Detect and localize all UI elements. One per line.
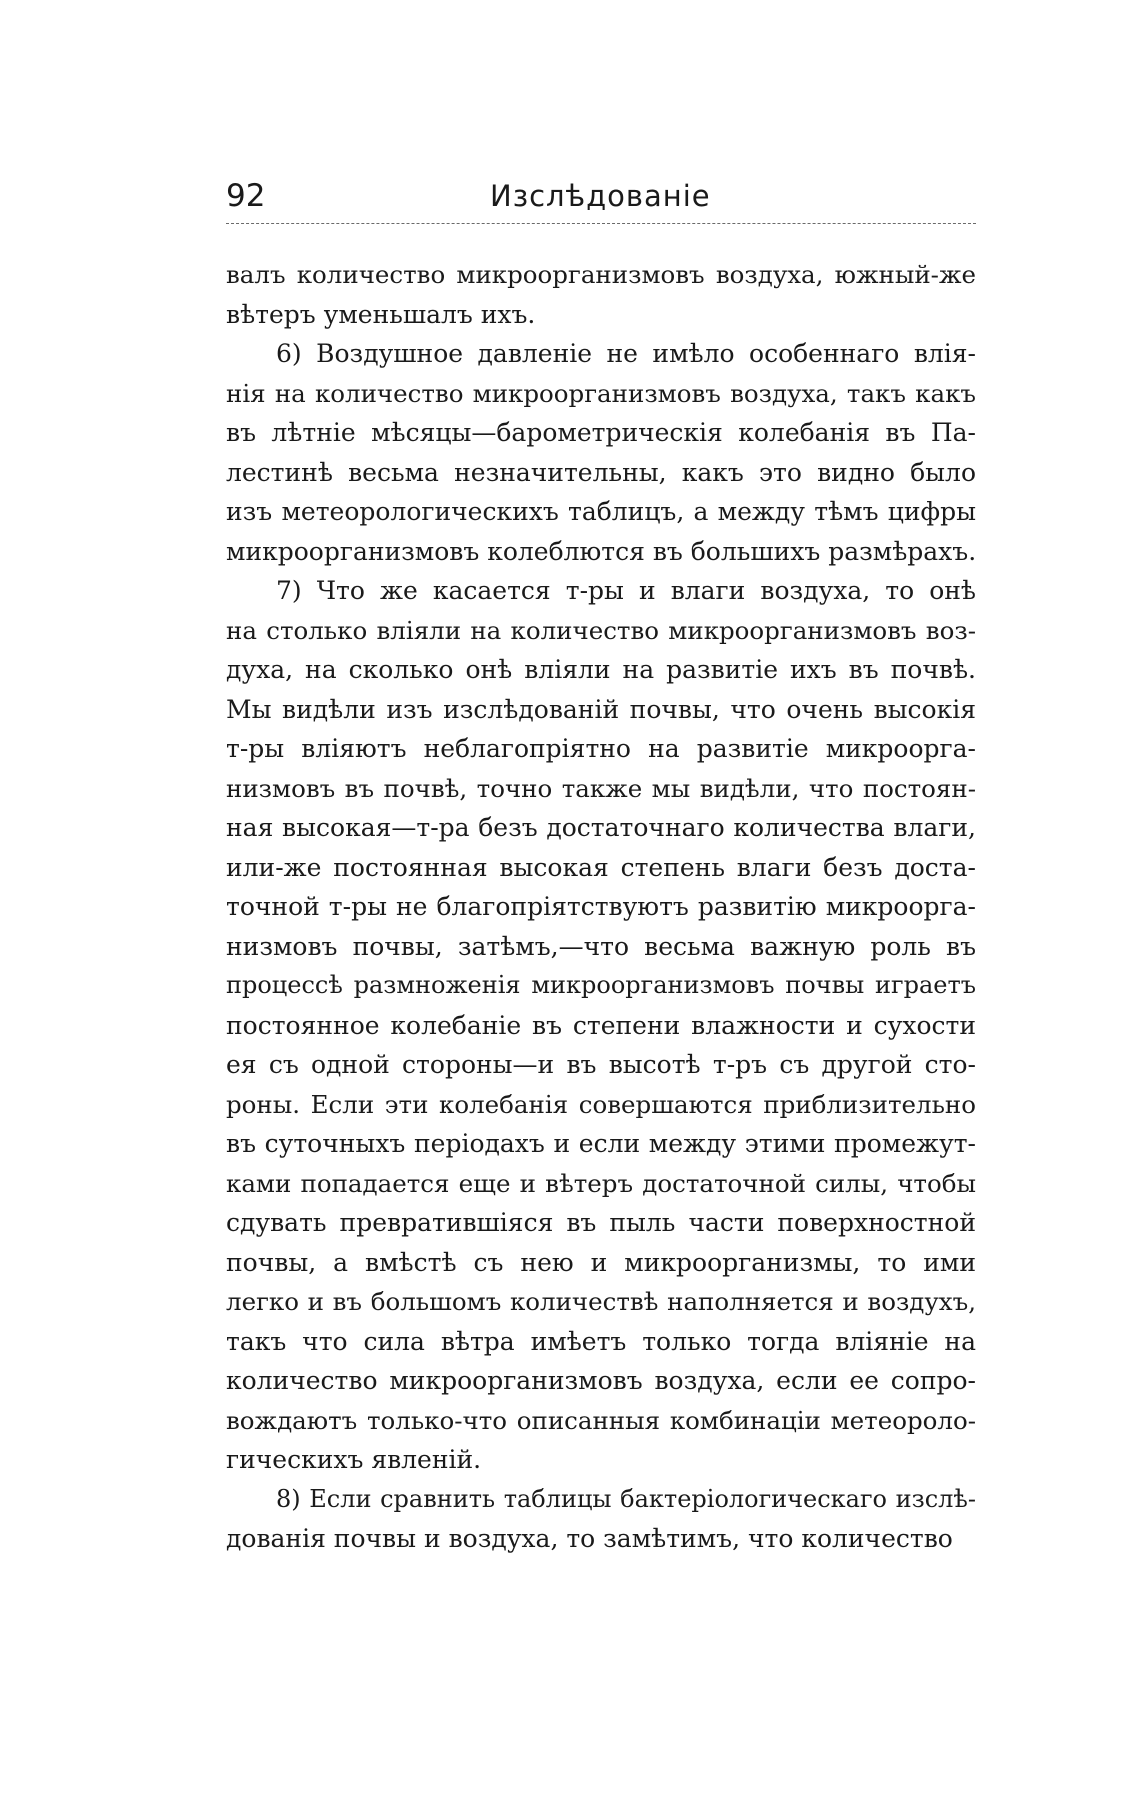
paragraph [226,255,976,334]
text-line: процессѣ размноженія микроорганизмовъ почвы играетъ [226,971,976,999]
running-title: Изслѣдованіе [490,179,711,213]
text-line: изъ метеорологическихъ таблицъ, а между тѣмъ цифры [226,497,976,526]
text-line: ками попадается еще и вѣтеръ достаточной силы, чтобы [226,1168,976,1198]
text-line: легко и въ большомъ количествѣ наполняется и воздухъ, [226,1287,976,1316]
text-line: дованія почвы и воздуха, то замѣтимъ, что количество [226,1524,953,1553]
text-line: въ лѣтніе мѣсяцы—барометрическія колебанія въ Па- [226,418,976,447]
text-line: гическихъ явленій. [226,1445,482,1474]
text-line: низмовъ въ почвѣ, точно также мы видѣли, что постоян- [226,773,976,803]
text-line: 7) Что же касается т-ры и влаги воздуха, то онѣ [276,576,976,605]
text-line: т-ры вліяютъ неблагопріятно на развитіе микроорга- [226,734,976,763]
text-line: постоянное колебаніе въ степени влажности и сухости [226,1010,976,1040]
text-line: такъ что сила вѣтра имѣетъ только тогда вліяніе на [226,1326,976,1356]
paragraph [226,571,976,1480]
body-text [226,255,976,1559]
text-line: Мы видѣли изъ изслѣдованій почвы, что очень высокія [226,694,976,724]
text-line: въ суточныхъ періодахъ и если между этими промежут- [226,1129,976,1158]
text-line: вѣтеръ уменьшалъ ихъ. [226,299,536,329]
text-line: вождаютъ только-что описанныя комбинаціи метеороло- [226,1405,976,1435]
text-line: роны. Если эти колебанія совершаются приблизительно [226,1089,976,1119]
page-header [226,176,976,226]
paragraph [226,334,976,571]
text-line: низмовъ почвы, затѣмъ,—что весьма важную роль въ [226,931,976,961]
text-line: лестинѣ весьма незначительны, какъ это видно было [226,457,976,487]
text-line: микроорганизмовъ колеблются въ большихъ размѣрахъ. [226,536,977,566]
text-line: точной т-ры не благопріятствуютъ развитію микроорга- [226,892,976,921]
header-rule [226,223,976,224]
text-line: количество микроорганизмовъ воздуха, если ее сопро- [226,1366,976,1395]
text-line: ея съ одной стороны—и въ высотѣ т-ръ съ другой сто- [226,1050,976,1079]
text-line: или-же постоянная высокая степень влаги безъ доста- [226,852,976,882]
text-line: валъ количество микроорганизмовъ воздуха, южный-же [226,260,976,289]
paragraph [226,1480,976,1559]
text-line: нія на количество микроорганизмовъ воздуха, такъ какъ [226,378,976,408]
text-line: 8) Если сравнить таблицы бактеріологическаго изслѣ- [276,1484,976,1513]
text-line: духа, на сколько онѣ вліяли на развитіе ихъ въ почвѣ. [226,655,976,684]
page-number: 92 [226,178,266,214]
text-line: сдувать превратившіяся въ пыль части поверхностной [226,1208,976,1237]
text-line: на столько вліяли на количество микроорганизмовъ воз- [226,615,976,645]
text-line: ная высокая—т-ра безъ достаточнаго количества влаги, [226,813,976,842]
text-line: 6) Воздушное давленіе не имѣло особеннаго влія- [276,339,976,368]
text-line: почвы, а вмѣстѣ съ нею и микроорганизмы, то ими [226,1247,976,1277]
